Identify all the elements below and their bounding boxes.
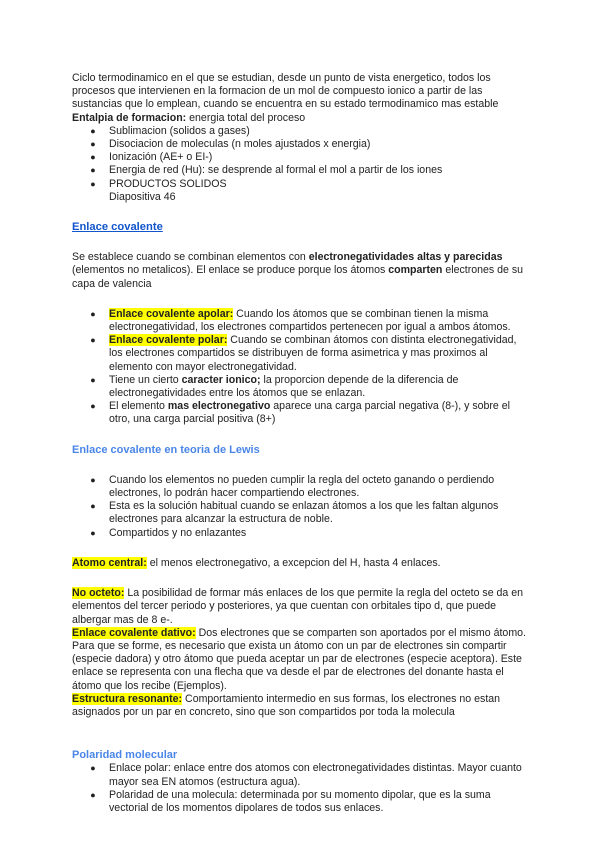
list-item: ● Ionización (AE+ o EI-) (109, 151, 532, 164)
bullet-icon: ● (90, 763, 96, 774)
list-item: ● Enlace polar: enlace entre dos atomos con electronegatividades distintas. Mayor cuanto mayor sea EN atomos (estructura agua). (109, 762, 532, 788)
lewis-heading: Enlace covalente en teoria de Lewis (72, 443, 260, 456)
bullet-icon: ● (90, 474, 96, 485)
list-item: ● Disociacion de moleculas (n moles ajustados x energia) (109, 138, 532, 151)
diapositiva-ref: Diapositiva 46 (109, 190, 176, 203)
bullet-icon: ● (90, 139, 96, 150)
highlight-term: Enlace covalente apolar: (109, 307, 234, 320)
list-item: ● Tiene un cierto caracter ionico; la proporcion depende de la diferencia de electronegatividades entre los átomos que se enlazan. (109, 374, 532, 400)
bullet-icon: ● (90, 401, 96, 412)
entalpia-text: energia total del proceso (186, 111, 306, 124)
polaridad-list (72, 762, 532, 815)
atomo-central-paragraph: Atomo central: el menos electronegativo, a excepcion del H, hasta 4 enlaces. (72, 556, 441, 569)
list-item: ● PRODUCTOS SOLIDOS Diapositiva 46 (109, 178, 532, 204)
enlace-covalente-list (72, 308, 532, 427)
bullet-icon: ● (90, 178, 96, 189)
highlight-term: No octeto: (72, 587, 125, 600)
no-octeto-paragraph: No octeto: La posibilidad de formar más enlaces de los que permite la regla del octeto se da en elementos del tercer periodo y posteriores, ya que cuentan con orbitales tipo d, que puede albergar mas de 8 e-. (72, 587, 524, 626)
list-item: ● Compartidos y no enlazantes (109, 527, 532, 540)
highlight-term: Estructura resonante: (72, 692, 183, 705)
bullet-icon: ● (90, 789, 96, 800)
list-item: ● Enlace covalente polar: Cuando se combinan átomos con distinta electronegatividad, los electrones compartidos se distribuyen de forma asimetrica y mas proximos al elemento con mayor electronegatividad. (109, 334, 532, 374)
bullet-icon: ● (90, 501, 96, 512)
list-item: ● Energia de red (Hu): se desprende al formal el mol a partir de los iones (109, 164, 532, 177)
list-item: ● Cuando los elementos no pueden cumplir la regla del octeto ganando o perdiendo electrones, lo podrán hacer compartiendo electrones. (109, 474, 532, 500)
ciclo-steps-list (72, 125, 532, 204)
intro-paragraph: Ciclo termodinamico en el que se estudian, desde un punto de vista energetico, todos los procesos que intervienen en la formacion de un mol de compuesto ionico a partir de las sustancias que lo emplean, cuando se encuentra en su estado termodinamico mas estable (72, 72, 499, 111)
enlace-covalente-heading[interactable]: Enlace covalente (72, 221, 163, 234)
entalpia-label: Entalpia de formacion: (72, 111, 187, 124)
lewis-list (72, 474, 532, 540)
bullet-icon: ● (90, 308, 96, 319)
bullet-icon: ● (90, 374, 96, 385)
list-item: ● Polaridad de una molecula: determinada por su momento dipolar, que es la suma vectorial de los momentos dipolares de todos sus enlaces. (109, 789, 532, 815)
list-item: ● Sublimacion (solidos a gases) (109, 125, 532, 138)
enlace-covalente-description: Se establece cuando se combinan elementos con electronegatividades altas y parecidas (elementos no metalicos). El enlace se produce porque los átomos comparten electrones de su capa de valencia (72, 251, 524, 290)
bullet-icon: ● (90, 165, 96, 176)
document-content (72, 72, 532, 815)
bullet-icon: ● (90, 335, 96, 346)
bullet-icon: ● (90, 527, 96, 538)
bullet-icon: ● (90, 152, 96, 163)
dativo-paragraph: Enlace covalente dativo: Dos electrones que se comparten son aportados por el mismo átomo. Para que se forme, es necesario que exista un átomo con un par de electrones sin compartir (especie dadora) y otro átomo que pueda aceptar un par de electrones (especie aceptora). Este enlace se representa con una flecha que va desde el par de electrones del donante hasta el átomo que los recibe (Ejemplos). (72, 626, 526, 692)
list-item: ● Enlace covalente apolar: Cuando los átomos que se combinan tienen la misma electronegatividad, los electrones compartidos pertenecen por igual a ambos átomos. (109, 308, 532, 334)
resonante-paragraph: Estructura resonante: Comportamiento intermedio en sus formas, los electrones no estan asignados por un par en concreto, sino que son compartidos por toda la molecula (72, 692, 501, 718)
entalpia-line (72, 112, 532, 125)
polaridad-heading: Polaridad molecular (72, 749, 178, 762)
highlight-term: Enlace covalente polar: (109, 334, 228, 347)
list-item: ● El elemento mas electronegativo aparece una carga parcial negativa (8-), y sobre el otro, una carga parcial positiva (8+) (109, 400, 532, 426)
list-item: ● Esta es la solución habitual cuando se enlazan átomos a los que les faltan algunos electrones para alcanzar la estructura de noble. (109, 500, 532, 526)
highlight-term: Atomo central: (72, 556, 147, 569)
bullet-icon: ● (90, 125, 96, 136)
highlight-term: Enlace covalente dativo: (72, 626, 196, 639)
